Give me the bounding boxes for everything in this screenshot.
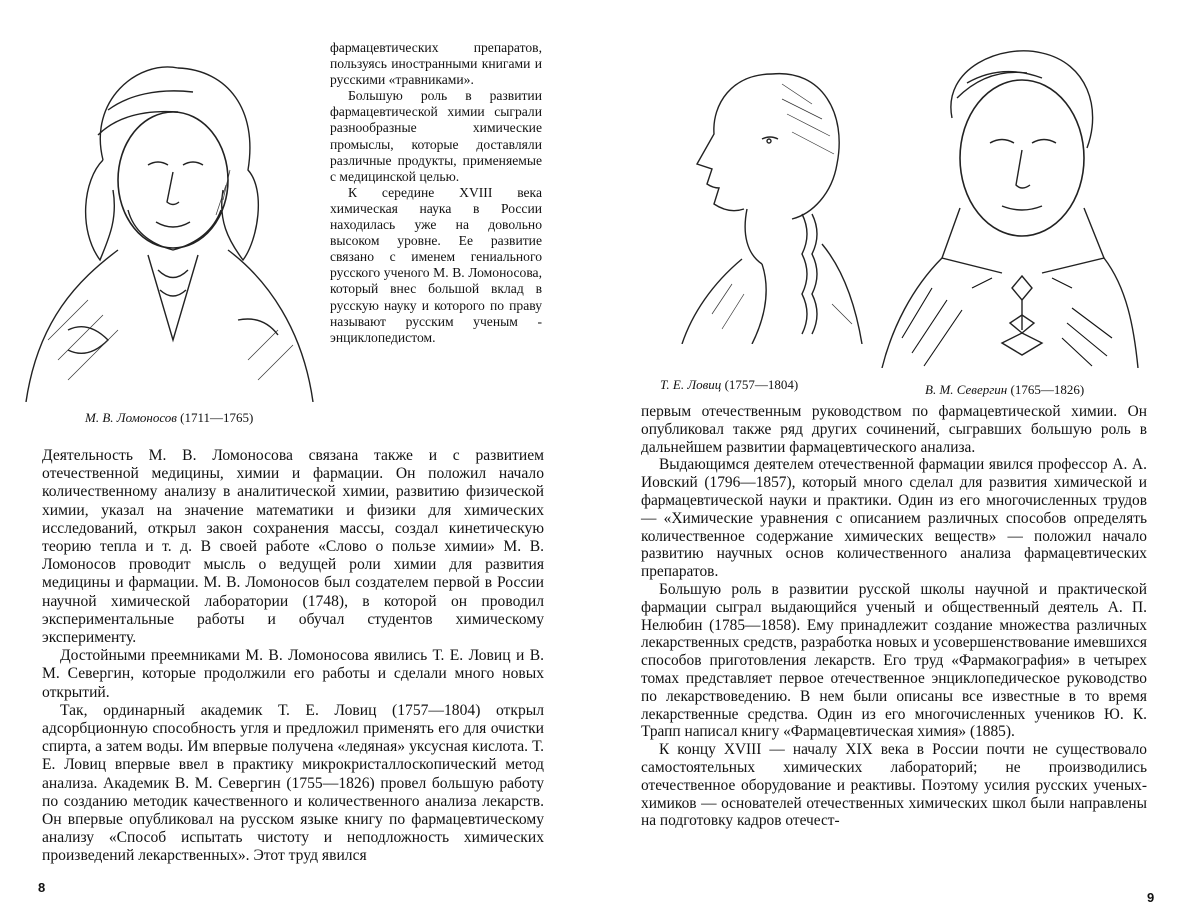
left-main-column [42, 447, 544, 866]
paragraph: фармацевтических препаратов, пользуясь иностранными книгами и русскими «травниками». [330, 40, 542, 88]
paragraph: Деятельность М. В. Ломоносова связана также и с развитием отечественной медицины, химии и фармации. Он положил начало количественному анализу в аналитической химии, развитию физической химии, указал на значение математики и физики для химических исследований, открыл закон сохранения массы, создал кинетическую теорию тепла и т. д. В своей работе «Слово о пользе химии» М. В. Ломоносов проводит мысль о ведущей роли химии для развития медицины и фармации. М. В. Ломоносов был создателем первой в России научной химической лаборатории (1748), в которой он проводил экспериментальные работы и обучал студентов химическому эксперименту. [42, 447, 544, 647]
severgin-caption [925, 382, 1084, 398]
paragraph: Так, ординарный академик Т. Е. Ловиц (1757—1804) открыл адсорбционную способность угля и предложил применять его для очистки спирта, а затем воды. Им впервые получена «ледяная» уксусная кислота. Т. Е. Ловиц впервые ввел в практику микрокристаллоскопический метод анализа. Академик В. М. Севергин (1755—1826) провел большую работу по созданию методик качественного и количественного анализа лекарств. Он впервые опубликовал на русском языке книгу по фармацевтическому анализу «Способ испытать чистоту и неподложность химических произведений лекарственных». Этот труд явился [42, 701, 544, 865]
caption-name: В. М. Севергин [925, 382, 1008, 397]
lomonosov-portrait [8, 40, 326, 402]
severgin-portrait [872, 38, 1140, 368]
page-number: 9 [1147, 890, 1155, 905]
page-number: 8 [38, 880, 46, 895]
severgin-portrait-drawing [872, 38, 1140, 368]
paragraph: первым отечественным руководством по фармацевтической химии. Он опубликовал также ряд других сочинений, сыгравших большую роль в дальнейшем развитии фармацевтического анализа. [641, 403, 1147, 456]
paragraph: Выдающимся деятелем отечественной фармации явился профессор А. А. Иовский (1796—1857), который много сделал для развития химической и фармацевтической науки и практики. Один из его многочисленных трудов — «Химические уравнения с описанием различных способов определять количественное содержание химических веществ» — положил начало развитию научных основ количественного анализа фармацевтических препаратов. [641, 456, 1147, 581]
caption-years: (1765—1826) [1010, 382, 1085, 397]
paragraph: Большую роль в развитии фармацевтической химии сыграли разнообразные химические промыслы, которые доставляли различные продукты, применяемые с медицинской целью. [330, 88, 542, 184]
caption-years: (1757—1804) [724, 377, 799, 392]
paragraph: Достойными преемниками М. В. Ломоносова явились Т. Е. Ловиц и В. М. Севергин, которые продолжили его работы и сделали много новых открытий. [42, 647, 544, 701]
lovitz-portrait [652, 44, 872, 344]
lomonosov-portrait-drawing [8, 40, 326, 402]
lomonosov-caption [85, 410, 253, 426]
left-side-column [330, 40, 542, 346]
lovitz-caption [660, 377, 798, 393]
caption-name: Т. Е. Ловиц [660, 377, 722, 392]
paragraph: К концу XVIII — началу XIX века в России почти не существовало самостоятельных химических лабораторий; не производились отечественное оборудование и реактивы. Поэтому усилия русских ученых-химиков — основателей отечественных химических школ были направлены на подготовку кадров отечест- [641, 741, 1147, 830]
caption-name: М. В. Ломоносов [85, 410, 177, 425]
paragraph: К середине XVIII века химическая наука в России находилась уже на довольно высоком уровне. Ее развитие связано с именем гениального русского ученого М. В. Ломоносова, который внес большой вклад в русскую науку и которого по праву называют русским ученым - энциклопедистом. [330, 184, 542, 345]
right-main-column [641, 403, 1147, 830]
paragraph: Большую роль в развитии русской школы научной и практической фармации сыграл выдающийся ученый и общественный деятель А. П. Нелюбин (1785—1858). Ему принадлежит создание множества различных лекарственных средств, разработка новых и усовершенствование имевшихся способов приготовления лекарств. Его труд «Фармакография» в четырех томах представляет первое отечественное энциклопедическое руководство по лекарствоведению. В нем были описаны все известные в то время лекарственные средства. Один из его многочисленных учеников Ю. К. Трапп написал книгу «Фармацевтическая химия» (1885). [641, 580, 1147, 741]
lovitz-portrait-drawing [652, 44, 872, 344]
right-page [600, 0, 1200, 919]
caption-years: (1711—1765) [180, 410, 254, 425]
